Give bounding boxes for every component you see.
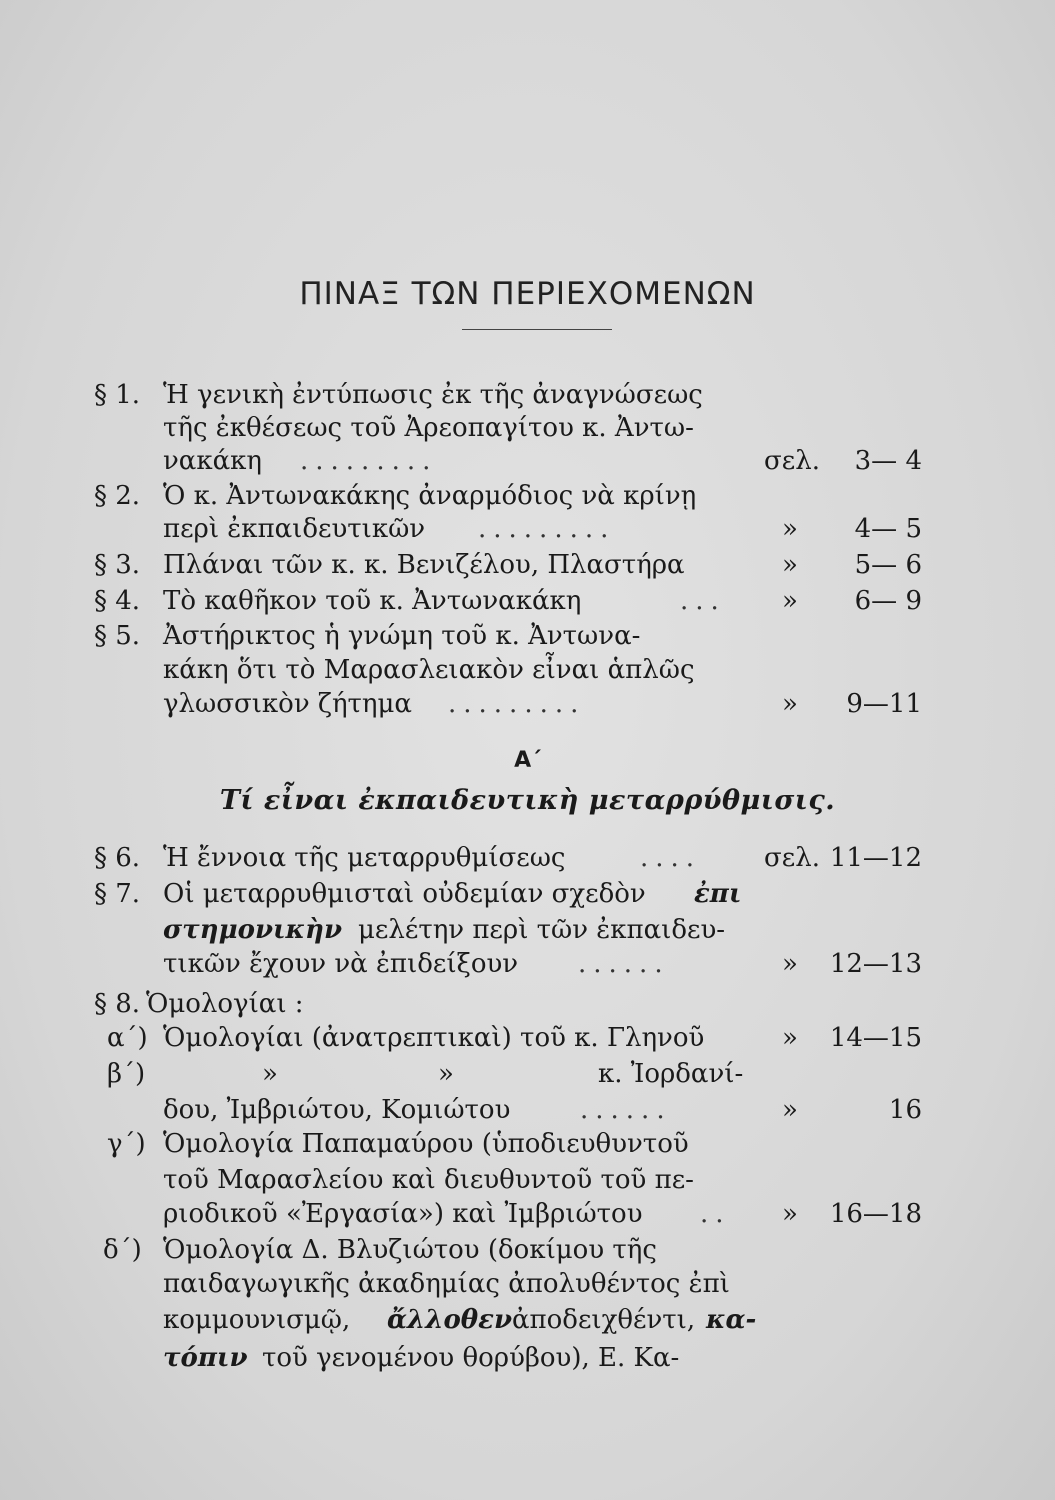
entry-text: Τὸ καθῆκον τοῦ κ. Ἀντωνακάκη (163, 586, 582, 616)
entry-text: νακάκη (163, 446, 262, 476)
entry-text: τοῦ Μαρασλείου καὶ διευθυντοῦ τοῦ πε- (163, 1165, 694, 1195)
page-range: 11—12 (829, 843, 922, 873)
entry-text: Ὁμολογία Παπαμαύρου (ὑποδιευθυντοῦ (163, 1129, 689, 1159)
entry-text: δου, Ἰμβριώτου, Κομιώτου (163, 1095, 511, 1125)
section-title: Τί εἶναι ἐκπαιδευτικὴ μεταρρύθμισις. (219, 785, 836, 816)
entry-marker: § 6. (94, 843, 141, 873)
entry-text: κομμουνισμῷ, (163, 1305, 351, 1335)
entry-text-emphasis: κα- (706, 1305, 757, 1335)
entry-text: ἀποδειχθέντι, (512, 1305, 696, 1335)
entry-text: μελέτην περὶ τῶν ἐκπαιδευ- (358, 915, 726, 945)
page-range: 12—13 (829, 949, 922, 979)
page-range: 6— 9 (854, 586, 922, 616)
entry-marker: § 5. (94, 621, 141, 651)
entry-text: κ. Ἰορδανί- (598, 1059, 744, 1089)
entry-text: Ὁμολογία Δ. Βλυζιώτου (δοκίμου τῆς (163, 1235, 657, 1265)
entry-text: Οἱ μεταρρυθμισταὶ οὐδεμίαν σχεδὸν (163, 879, 646, 909)
leader-dots: ...... (580, 1095, 672, 1125)
page-label: σελ. (764, 843, 820, 873)
page-range: 9—11 (846, 689, 922, 719)
subentry-marker: δ΄) (103, 1235, 142, 1265)
leader-dots: ...... (578, 949, 670, 979)
entry-text: Ἀστήρικτος ἡ γνώμη τοῦ κ. Ἀντωνα- (163, 621, 641, 651)
entry-marker: § 7. (94, 879, 141, 909)
ditto-mark: » (438, 1059, 454, 1089)
leader-dots: ......... (300, 446, 438, 476)
entry-text: ριοδικοῦ «Ἐργασία») καὶ Ἰμβριώτου (163, 1199, 643, 1229)
leader-dots: .... (640, 843, 702, 873)
subentry-marker: β΄) (107, 1059, 146, 1089)
entry-marker: § 8. (94, 989, 141, 1019)
entry-text: τῆς ἐκθέσεως τοῦ Ἀρεοπαγίτου κ. Ἀντω- (163, 413, 694, 443)
entry-text: Πλάναι τῶν κ. κ. Βενιζέλου, Πλαστήρα (163, 550, 685, 580)
page-label: σελ. (764, 446, 820, 476)
leader-dots: .. (700, 1199, 731, 1229)
entry-marker: § 2. (94, 481, 141, 511)
ditto-mark: » (782, 949, 798, 979)
entry-text: Ἡ ἔννοια τῆς μεταρρυθμίσεως (163, 843, 566, 873)
entry-text: περὶ ἐκπαιδευτικῶν (163, 514, 426, 544)
page-title: ΠΙΝΑΞ ΤΩΝ ΠΕΡΙΕΧΟΜΕΝΩΝ (299, 276, 756, 312)
page-range: 4— 5 (854, 514, 922, 544)
entry-text: κάκη ὅτι τὸ Μαρασλειακὸν εἶναι ἁπλῶς (163, 655, 695, 685)
leader-dots: ......... (478, 514, 616, 544)
leader-dots: ......... (448, 689, 586, 719)
section-letter: Α΄ (514, 748, 541, 773)
entry-text-emphasis: ἄλλοθεν (387, 1305, 512, 1335)
entry-text: Ὁμολογίαι : (146, 989, 304, 1019)
entry-text: Ὁμολογίαι (ἀνατρεπτικαὶ) τοῦ κ. Γληνοῦ (163, 1023, 705, 1053)
ditto-mark: » (262, 1059, 278, 1089)
entry-text: τικῶν ἔχουν νὰ ἐπιδείξουν (163, 949, 519, 979)
subentry-marker: γ΄) (107, 1129, 146, 1159)
ditto-mark: » (782, 514, 798, 544)
ditto-mark: » (782, 1023, 798, 1053)
page-range: 5— 6 (854, 550, 922, 580)
ditto-mark: » (782, 1199, 798, 1229)
page-range: 16—18 (829, 1199, 922, 1229)
entry-marker: § 3. (94, 550, 141, 580)
entry-text: γλωσσικὸν ζήτημα (163, 689, 412, 719)
entry-text-emphasis: στημονικὴν (163, 915, 342, 945)
ditto-mark: » (782, 586, 798, 616)
entry-marker: § 1. (94, 380, 141, 410)
entry-text-emphasis: τόπιν (163, 1343, 248, 1373)
ditto-mark: » (782, 1095, 798, 1125)
entry-text-emphasis: ἐπι (694, 879, 742, 909)
page-range: 3— 4 (854, 446, 922, 476)
entry-text: τοῦ γενομένου θορύβου), Ε. Κα- (262, 1343, 680, 1373)
leader-dots: ... (680, 586, 726, 616)
ditto-mark: » (782, 689, 798, 719)
title-divider (462, 329, 612, 330)
entry-text: παιδαγωγικῆς ἀκαδημίας ἀπολυθέντος ἐπὶ (163, 1269, 730, 1299)
entry-text: Ἡ γενικὴ ἐντύπωσις ἐκ τῆς ἀναγνώσεως (163, 380, 703, 410)
entry-text: Ὁ κ. Ἀντωνακάκης ἀναρμόδιος νὰ κρίνῃ (163, 481, 697, 511)
entry-marker: § 4. (94, 586, 141, 616)
subentry-marker: α΄) (107, 1023, 148, 1053)
page-range: 14—15 (829, 1023, 922, 1053)
page-number: 16 (888, 1095, 922, 1125)
ditto-mark: » (782, 550, 798, 580)
